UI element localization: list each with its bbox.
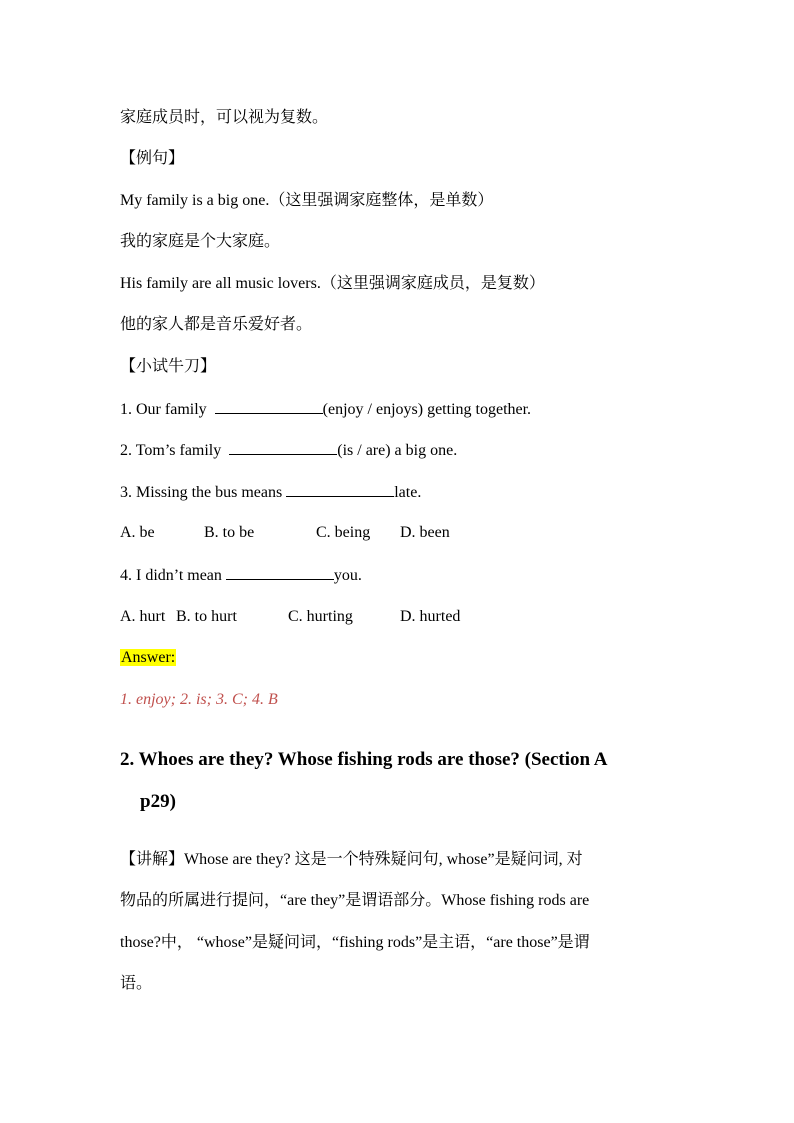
question-text: (is / are) a big one. — [337, 442, 458, 459]
exercise-question-3 — [120, 482, 421, 503]
option-c: C. being — [316, 524, 371, 541]
example-translation: 他的家人都是音乐爱好者。 — [120, 316, 313, 333]
question-text: 4. I didn’t mean — [120, 567, 222, 584]
question-text: 2. Tom’s family — [120, 442, 222, 459]
answer-blank — [286, 482, 394, 497]
answer-label — [120, 648, 176, 668]
exercise-label: 【小试牛刀】 — [120, 358, 217, 375]
option-c: C. hurting — [288, 608, 353, 625]
section-heading-cont: p29) — [140, 791, 176, 812]
exercise-question-4 — [120, 565, 362, 586]
option-a: A. be — [120, 524, 155, 541]
explanation-line: 语。 — [120, 975, 153, 992]
answer-text: 1. enjoy; 2. is; 3. C; 4. B — [120, 691, 278, 708]
section-heading: 2. Whoes are they? Whose fishing rods are those? (Section A — [120, 749, 608, 770]
exercise-question-2 — [120, 440, 457, 461]
option-b: B. to be — [204, 524, 255, 541]
answer-label-text: Answer: — [121, 649, 176, 666]
question-text: late. — [394, 484, 422, 501]
option-d: D. been — [400, 524, 450, 541]
text-line: 家庭成员时，可以视为复数。 — [120, 109, 329, 126]
answer-blank — [229, 440, 337, 455]
explanation-line: those?中， “whose”是疑问词，“fishing rods”是主语，“are those”是谓 — [120, 934, 590, 951]
question-text: 3. Missing the bus means — [120, 484, 283, 501]
answer-blank — [215, 399, 323, 414]
explanation-line: 【讲解】Whose are they? 这是一个特殊疑问句, whose”是疑问词, 对 — [120, 851, 583, 868]
example-label: 【例句】 — [120, 150, 185, 167]
example-translation: 我的家庭是个大家庭。 — [120, 233, 281, 250]
question-text: you. — [333, 567, 362, 584]
option-b: B. to hurt — [176, 608, 237, 625]
explanation-line: 物品的所属进行提问，“are they”是谓语部分。Whose fishing rods are — [120, 892, 590, 909]
exercise-question-1 — [120, 399, 531, 420]
question-text: (enjoy / enjoys) getting together. — [322, 401, 532, 418]
answer-blank — [226, 565, 334, 580]
option-a: A. hurt — [120, 608, 166, 625]
option-d: D. hurted — [400, 608, 461, 625]
question-text: 1. Our family — [120, 401, 207, 418]
example-sentence: His family are all music lovers.（这里强调家庭成员，是复数） — [120, 275, 545, 292]
example-sentence: My family is a big one.（这里强调家庭整体，是单数） — [120, 192, 494, 209]
